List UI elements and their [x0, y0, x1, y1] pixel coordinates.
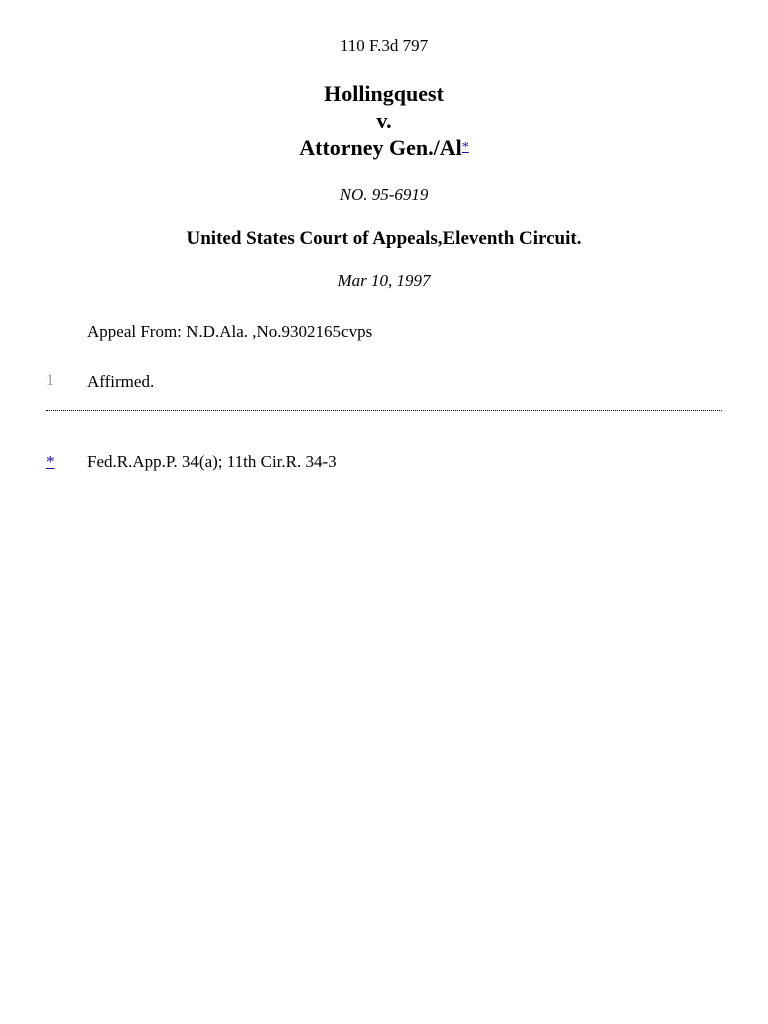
party-defendant-name: Attorney Gen./Al — [299, 135, 462, 160]
paragraph-number: 1 — [46, 372, 54, 389]
footnote-mark-link[interactable]: * — [46, 452, 55, 471]
appeal-from: Appeal From: N.D.Ala. ,No.9302165cvps — [87, 322, 373, 341]
decision-date: Mar 10, 1997 — [337, 271, 431, 290]
citation: 110 F.3d 797 — [339, 36, 429, 55]
footnote-divider — [46, 410, 722, 411]
versus: v. — [376, 108, 392, 133]
docket-number: NO. 95-6919 — [339, 185, 429, 204]
footnote-ref-link[interactable]: * — [461, 140, 469, 155]
footnote-text: Fed.R.App.P. 34(a); 11th Cir.R. 34-3 — [87, 452, 337, 471]
party-defendant — [0, 134, 768, 161]
court-name: United States Court of Appeals,Eleventh Circuit. — [186, 228, 582, 249]
paragraph-text: Affirmed. — [87, 372, 155, 391]
party-plaintiff: Hollingquest — [324, 81, 444, 106]
case-title — [0, 80, 768, 161]
